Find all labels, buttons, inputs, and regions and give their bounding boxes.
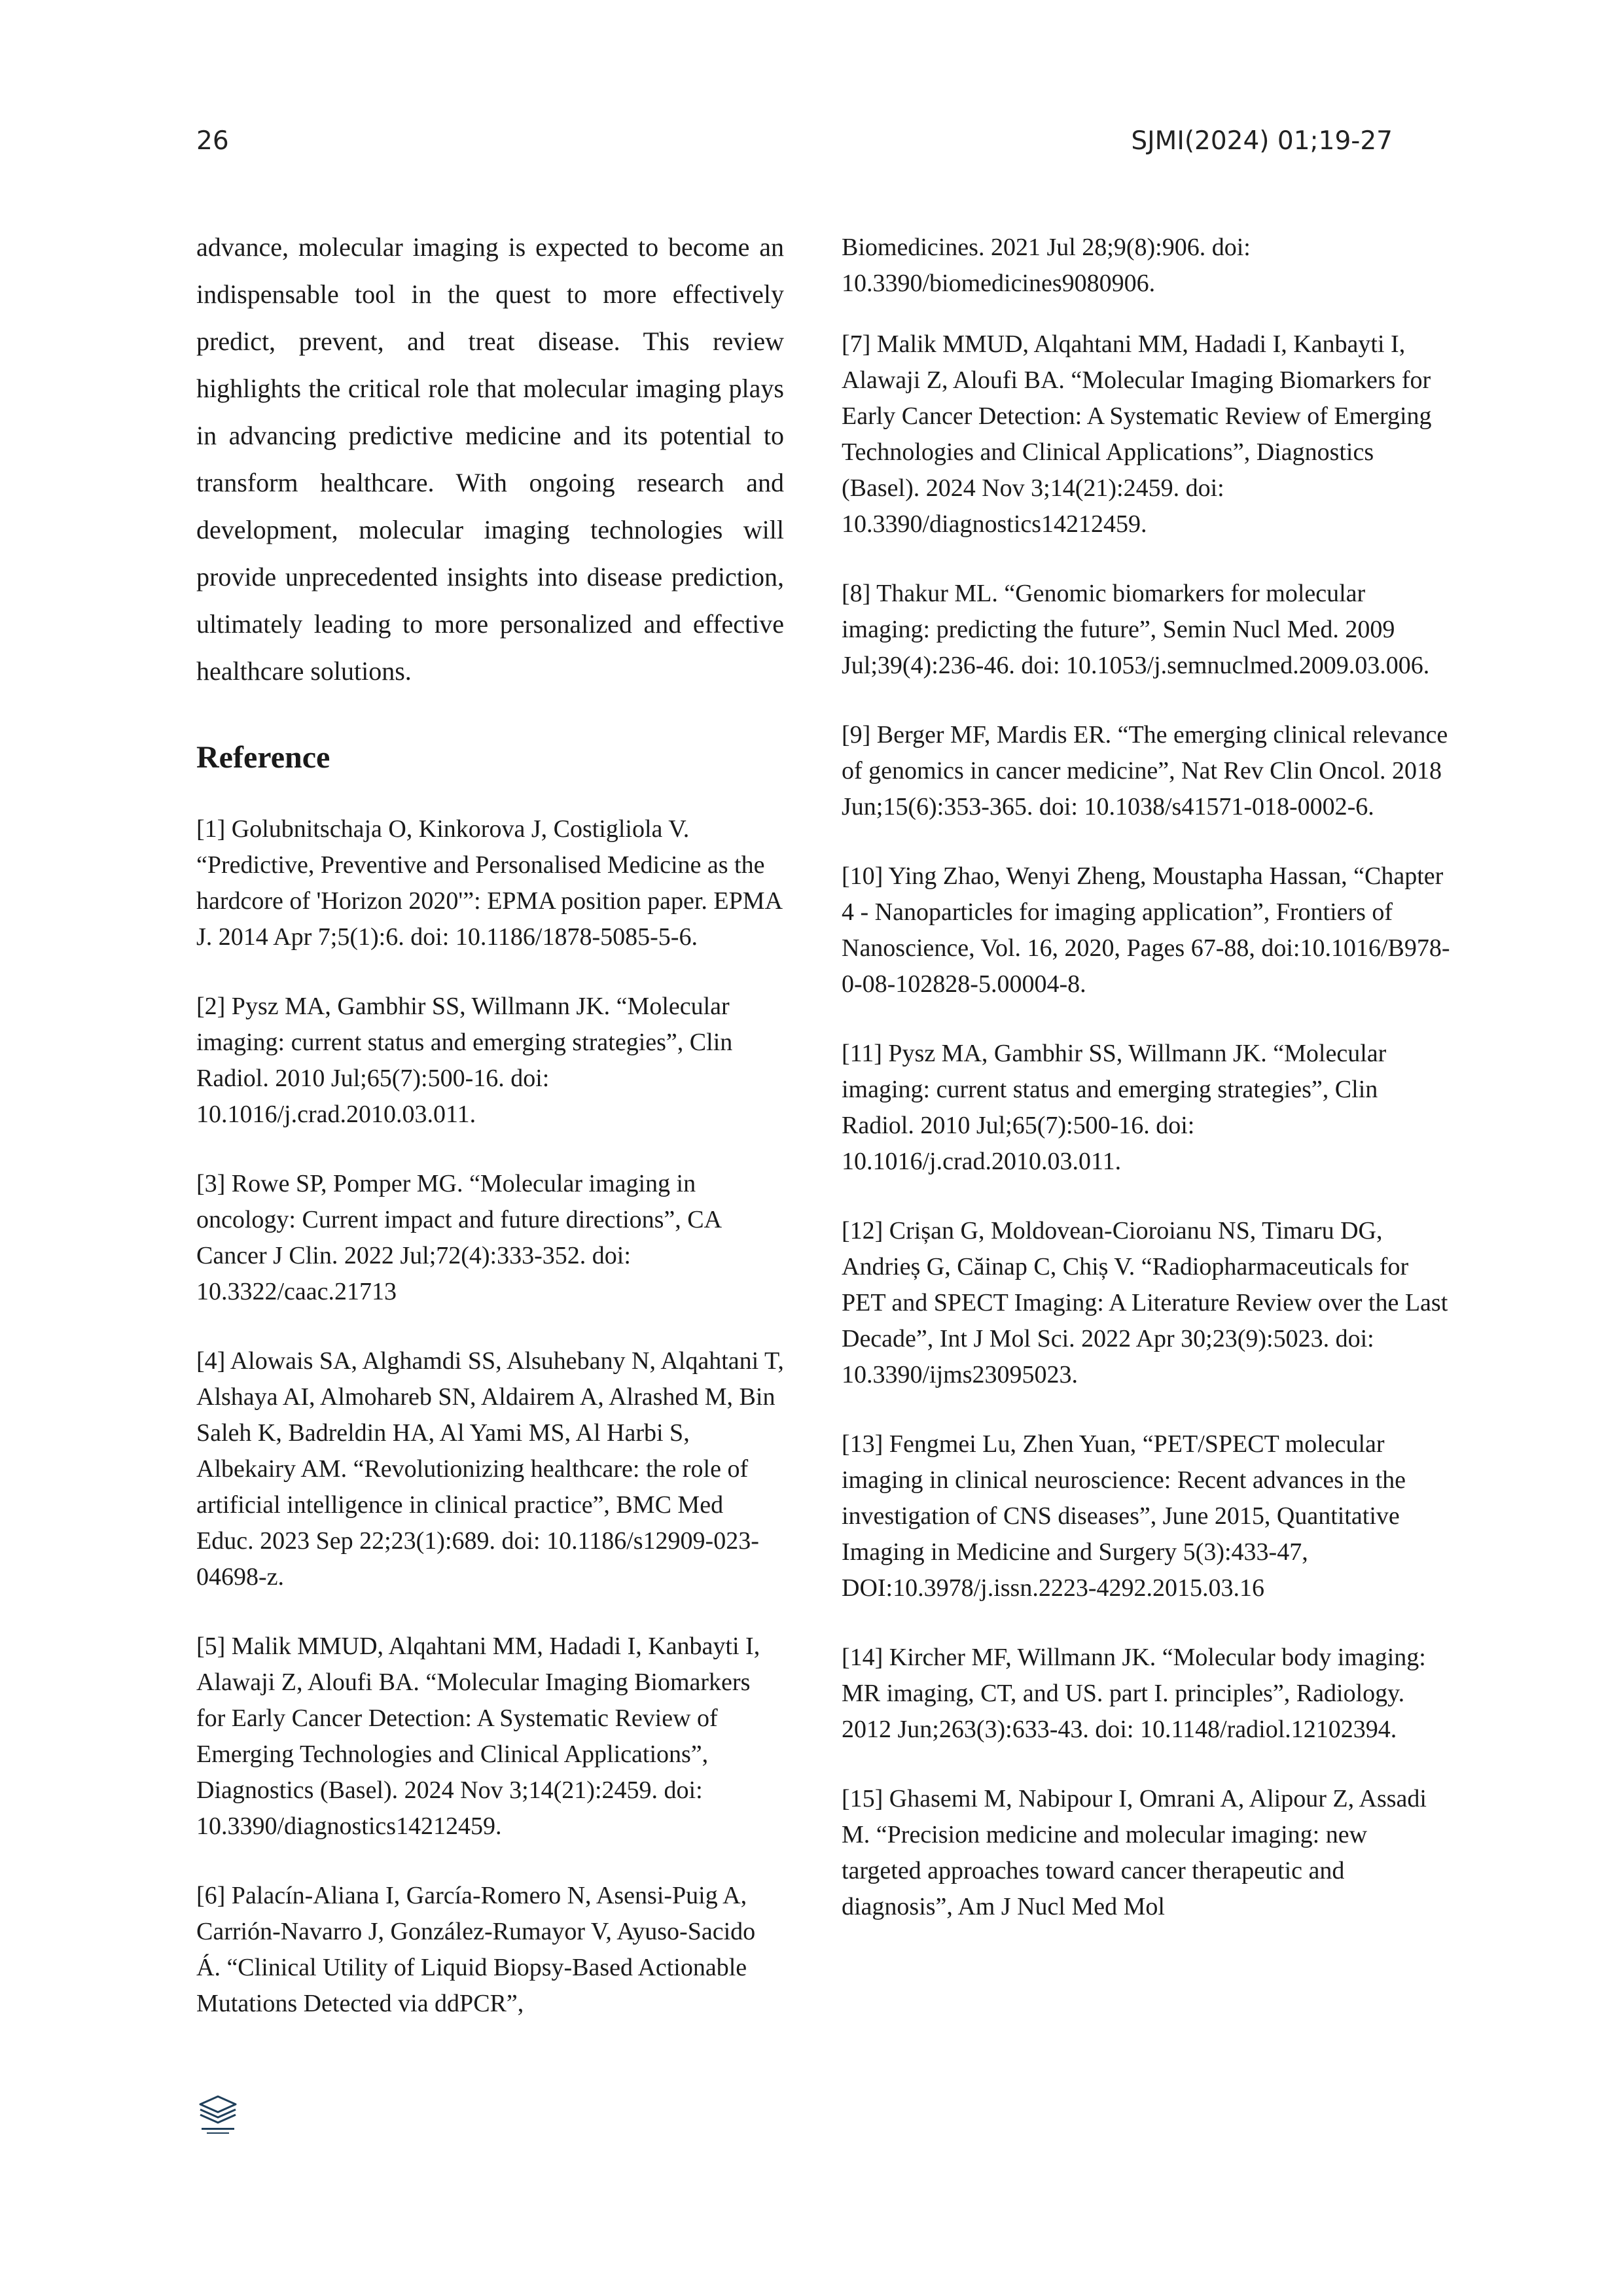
right-column [842, 230, 1450, 1958]
reference-item: [11] Pysz MA, Gambhir SS, Willmann JK. “Molecular imaging: current status and emerging strategies”, Clin Radiol. 2010 Jul;65(7):500-16. doi: 10.1016/j.crad.2010.03.011. [842, 1040, 1387, 1175]
page-number: 26 [196, 126, 229, 156]
reference-item: [12] Crișan G, Moldovean-Cioroianu NS, Timaru DG, Andrieș G, Căinap C, Chiș V. “Radiopharmaceuticals for PET and SPECT Imaging: A Literature Review over the Last Decade”, Int J Mol Sci. 2022 Apr 30;23(9):5023. doi: 10.3390/ijms23095023. [842, 1217, 1448, 1388]
reference-item: Biomedicines. 2021 Jul 28;9(8):906. doi: 10.3390/biomedicines9080906. [842, 234, 1251, 297]
reference-item: [3] Rowe SP, Pomper MG. “Molecular imaging in oncology: Current impact and future directions”, CA Cancer J Clin. 2022 Jul;72(4):333-352. doi: 10.3322/caac.21713 [196, 1170, 721, 1305]
reference-item: [9] Berger MF, Mardis ER. “The emerging clinical relevance of genomics in cancer medicine”, Nat Rev Clin Oncol. 2018 Jun;15(6):353-365. doi: 10.1038/s41571-018-0002-6. [842, 721, 1448, 821]
reference-item: [13] Fengmei Lu, Zhen Yuan, “PET/SPECT molecular imaging in clinical neuroscience: Recent advances in the investigation of CNS diseases”, June 2015, Quantitative Imaging in Medicine and Surgery 5(3):433-47, DOI:10.3978/j.issn.2223-4292.2015.03.16 [842, 1430, 1406, 1602]
reference-heading: Reference [196, 740, 330, 775]
reference-item: [2] Pysz MA, Gambhir SS, Willmann JK. “Molecular imaging: current status and emerging strategies”, Clin Radiol. 2010 Jul;65(7):500-16. doi: 10.1016/j.crad.2010.03.011. [196, 993, 733, 1128]
reference-item: [5] Malik MMUD, Alqahtani MM, Hadadi I, Kanbayti I, Alawaji Z, Aloufi BA. “Molecular Imaging Biomarkers for Early Cancer Detection: A Systematic Review of Emerging Technologies and Clinical Applications”, Diagnostics (Basel). 2024 Nov 3;14(21):2459. doi: 10.3390/diagnostics14212459. [196, 1633, 760, 1840]
reference-item: [1] Golubnitschaja O, Kinkorova J, Costigliola V. “Predictive, Preventive and Personalised Medicine as the hardcore of 'Horizon 2020'”: EPMA position paper. EPMA J. 2014 Apr 7;5(1):6. doi: 10.1186/1878-5085-5-6. [196, 815, 781, 951]
reference-item: [8] Thakur ML. “Genomic biomarkers for molecular imaging: predicting the future”, Semin Nucl Med. 2009 Jul;39(4):236-46. doi: 10.1053/j.semnuclmed.2009.03.006. [842, 580, 1430, 679]
journal-reference: SJMI(2024) 01;19-27 [1131, 126, 1393, 156]
reference-item: [10] Ying Zhao, Wenyi Zheng, Moustapha Hassan, “Chapter 4 - Nanoparticles for imaging application”, Frontiers of Nanoscience, Vol. 16, 2020, Pages 67-88, doi:10.1016/B978-0-08-102828-5.00004-8. [842, 862, 1450, 998]
reference-item: [4] Alowais SA, Alghamdi SS, Alsuhebany N, Alqahtani T, Alshaya AI, Almohareb SN, Aldairem A, Alrashed M, Bin Saleh K, Badreldin HA, Al Yami MS, Al Harbi S, Albekairy AM. “Revolutionizing healthcare: the role of artificial intelligence in clinical practice”, BMC Med Educ. 2023 Sep 22;23(1):689. doi: 10.1186/s12909-023-04698-z. [196, 1347, 784, 1591]
reference-item: [15] Ghasemi M, Nabipour I, Omrani A, Alipour Z, Assadi M. “Precision medicine and molecular imaging: new targeted approaches toward cancer therapeutic and diagnosis”, Am J Nucl Med Mol [842, 1785, 1427, 1920]
reference-item: [7] Malik MMUD, Alqahtani MM, Hadadi I, Kanbayti I, Alawaji Z, Aloufi BA. “Molecular Imaging Biomarkers for Early Cancer Detection: A Systematic Review of Emerging Technologies and Clinical Applications”, Diagnostics (Basel). 2024 Nov 3;14(21):2459. doi: 10.3390/diagnostics14212459. [842, 330, 1432, 538]
publisher-logo-icon [195, 2094, 241, 2137]
reference-item: [14] Kircher MF, Willmann JK. “Molecular body imaging: MR imaging, CT, and US. part I. principles”, Radiology. 2012 Jun;263(3):633-43. doi: 10.1148/radiol.12102394. [842, 1644, 1426, 1743]
body-paragraph: advance, molecular imaging is expected to become an indispensable tool in the quest to more effectively predict, prevent, and treat disease. This review highlights the critical role that molecular imaging plays in advancing predictive medicine and its potential to transform healthcare. With ongoing research and development, molecular imaging technologies will provide unprecedented insights into disease prediction, ultimately leading to more personalized and effective healthcare solutions. [196, 232, 784, 686]
reference-item: [6] Palacín-Aliana I, García-Romero N, Asensi-Puig A, Carrión-Navarro J, González-Rumayor V, Ayuso-Sacido Á. “Clinical Utility of Liquid Biopsy-Based Actionable Mutations Detected via ddPCR”, [196, 1882, 756, 2017]
left-column [196, 224, 784, 2055]
